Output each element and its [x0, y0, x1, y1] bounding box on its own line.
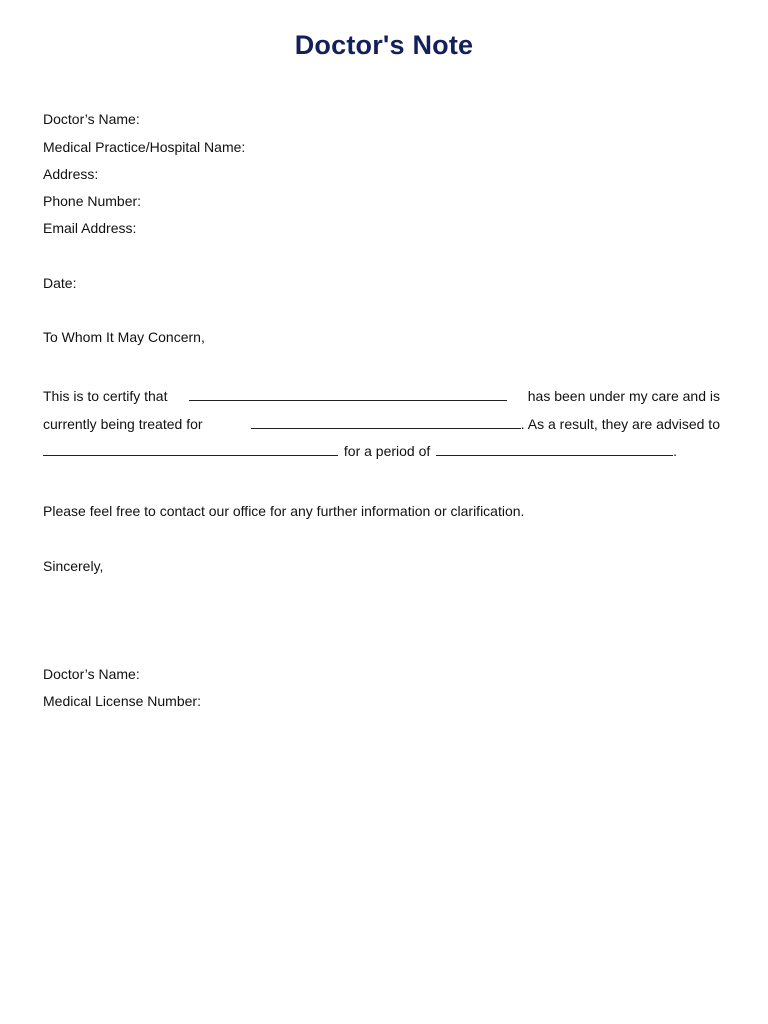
advised-text: . As a result, they are advised to	[520, 416, 720, 432]
email-address-label: Email Address:	[43, 220, 137, 236]
certify-line-3	[43, 442, 677, 460]
certify-line-2	[43, 415, 720, 433]
medical-license-label: Medical License Number:	[43, 693, 201, 709]
practice-name-label: Medical Practice/Hospital Name:	[43, 139, 246, 155]
document-title: Doctor's Note	[294, 30, 474, 60]
certify-line-1	[43, 387, 720, 405]
closing-text: Sincerely,	[43, 558, 104, 574]
certify-text-care: has been under my care and is	[527, 388, 720, 404]
contact-text: Please feel free to contact our office for any further information or clarification.	[43, 503, 525, 519]
treated-for-text: currently being treated for	[43, 416, 203, 432]
period-end: .	[673, 443, 678, 459]
doctor-name-label: Doctor’s Name:	[43, 111, 140, 127]
signature-doctor-name-label: Doctor’s Name:	[43, 666, 140, 682]
salutation: To Whom It May Concern,	[43, 329, 205, 345]
advice-blank	[43, 442, 338, 456]
patient-name-blank	[189, 387, 507, 401]
condition-group	[251, 415, 720, 433]
period-blank	[436, 442, 673, 456]
condition-blank	[251, 415, 521, 429]
certify-text-start: This is to certify that	[43, 388, 168, 404]
date-label: Date:	[43, 275, 77, 291]
address-label: Address:	[43, 166, 99, 182]
phone-number-label: Phone Number:	[43, 193, 142, 209]
period-text: for a period of	[343, 443, 431, 459]
